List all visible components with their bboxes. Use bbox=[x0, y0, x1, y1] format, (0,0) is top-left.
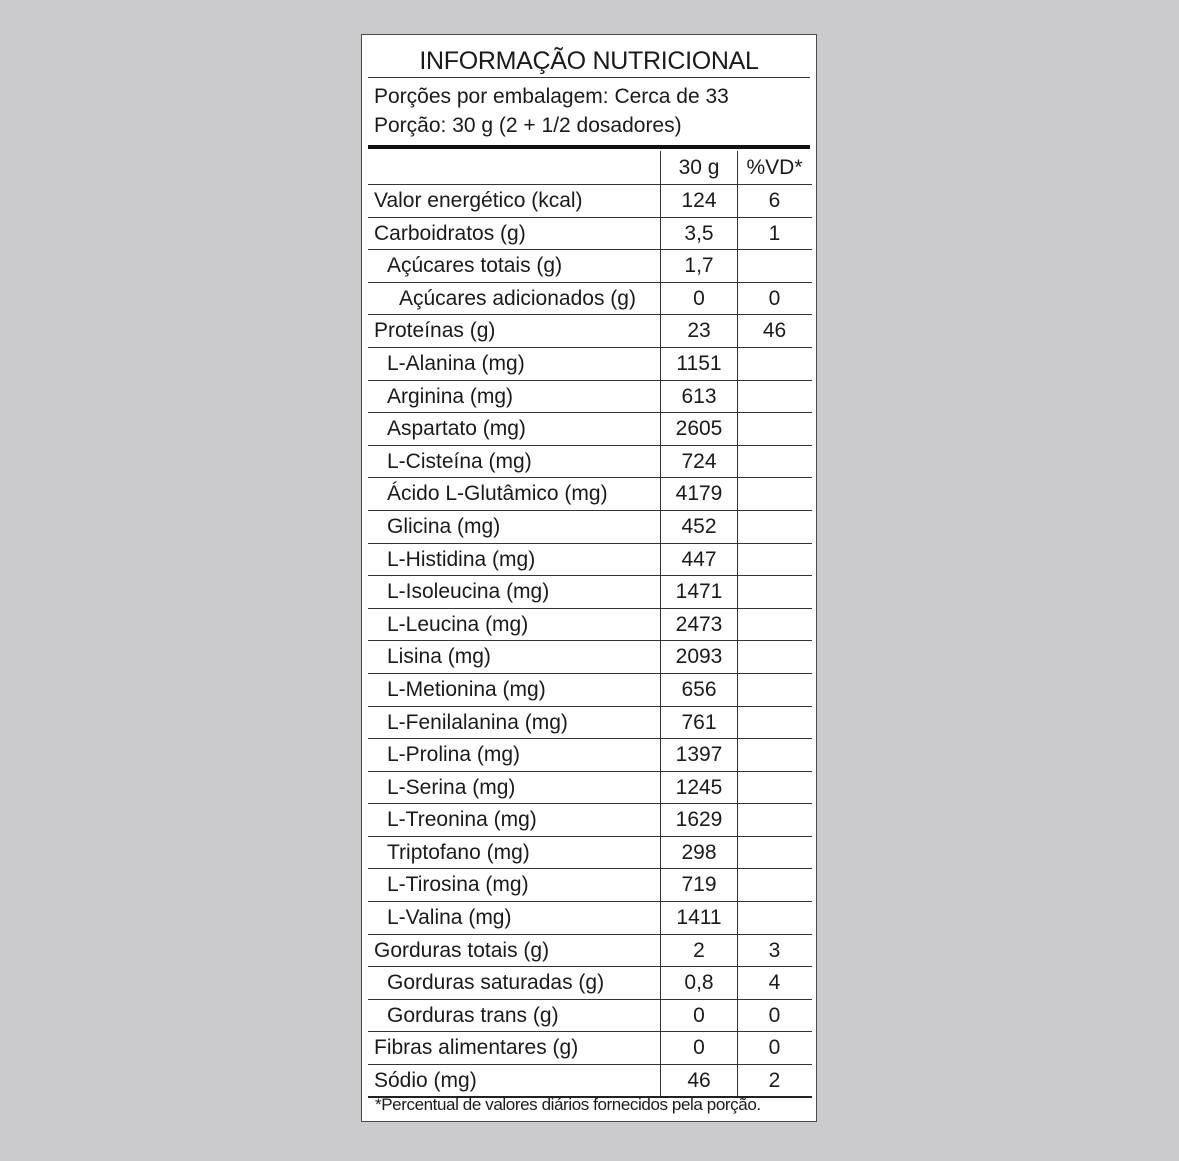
nutrient-amount: 298 bbox=[660, 837, 738, 869]
table-row bbox=[368, 837, 812, 870]
nutrient-name: L-Isoleucina (mg) bbox=[387, 580, 550, 604]
table-row bbox=[368, 1065, 812, 1098]
nutrient-amount: 124 bbox=[660, 185, 738, 217]
nutrient-amount: 2093 bbox=[660, 641, 738, 673]
nutrient-amount: 2473 bbox=[660, 609, 738, 641]
nutrient-amount: 761 bbox=[660, 707, 738, 739]
table-row bbox=[368, 967, 812, 1000]
nutrient-name: L-Histidina (mg) bbox=[387, 547, 536, 571]
nutrition-facts-panel bbox=[361, 34, 817, 1122]
table-row bbox=[368, 1032, 812, 1065]
nutrient-name: L-Valina (mg) bbox=[387, 906, 512, 930]
nutrient-daily-value bbox=[737, 544, 812, 576]
nutrient-name: L-Leucina (mg) bbox=[387, 612, 529, 636]
nutrient-daily-value: 46 bbox=[762, 319, 787, 343]
nutrient-daily-value: 4 bbox=[768, 971, 781, 995]
nutrient-daily-value: 0 bbox=[768, 286, 781, 310]
table-row bbox=[368, 772, 812, 805]
servings-per-package: Porções por embalagem: Cerca de 33 bbox=[374, 85, 729, 108]
nutrient-daily-value bbox=[737, 902, 812, 934]
nutrient-amount: 1411 bbox=[660, 902, 738, 934]
nutrient-daily-value bbox=[737, 641, 812, 673]
table-row bbox=[368, 804, 812, 837]
nutrient-daily-value bbox=[737, 576, 812, 608]
nutrient-name: Carboidratos (g) bbox=[374, 221, 526, 245]
nutrient-amount: 46 bbox=[660, 1065, 738, 1096]
nutrient-daily-value: 3 bbox=[768, 938, 781, 962]
portion-divider bbox=[368, 145, 810, 149]
label-title: INFORMAÇÃO NUTRICIONAL bbox=[419, 47, 759, 75]
nutrient-name: L-Alanina (mg) bbox=[387, 351, 525, 375]
nutrient-daily-value bbox=[737, 739, 812, 771]
nutrient-daily-value bbox=[737, 707, 812, 739]
header-daily-value: %VD* bbox=[746, 156, 803, 179]
table-row bbox=[368, 185, 812, 218]
nutrient-daily-value bbox=[737, 413, 812, 445]
nutrient-daily-value bbox=[737, 674, 812, 706]
table-row bbox=[368, 250, 812, 283]
nutrient-amount: 724 bbox=[660, 446, 738, 478]
nutrient-name: Ácido L-Glutâmico (mg) bbox=[387, 482, 608, 506]
nutrient-daily-value: 0 bbox=[768, 1036, 781, 1060]
nutrient-amount: 613 bbox=[660, 381, 738, 413]
nutrient-name: Gorduras saturadas (g) bbox=[387, 971, 605, 995]
table-row bbox=[368, 1000, 812, 1033]
nutrient-daily-value bbox=[737, 804, 812, 836]
nutrient-amount: 447 bbox=[660, 544, 738, 576]
table-row bbox=[368, 902, 812, 935]
nutrient-name: L-Prolina (mg) bbox=[387, 743, 521, 767]
nutrient-name: Arginina (mg) bbox=[387, 384, 514, 408]
table-header-row bbox=[368, 151, 812, 185]
nutrient-amount: 1471 bbox=[660, 576, 738, 608]
table-row bbox=[368, 315, 812, 348]
table-row bbox=[368, 641, 812, 674]
nutrient-name: Valor energético (kcal) bbox=[374, 189, 583, 212]
table-row bbox=[368, 511, 812, 544]
nutrient-amount: 0 bbox=[660, 1000, 738, 1032]
table-row bbox=[368, 478, 812, 511]
nutrient-name: Gorduras totais (g) bbox=[374, 938, 550, 962]
nutrient-daily-value bbox=[737, 869, 812, 901]
table-row bbox=[368, 739, 812, 772]
serving-size: Porção: 30 g (2 + 1/2 dosadores) bbox=[374, 114, 682, 137]
nutrient-name: L-Fenilalanina (mg) bbox=[387, 710, 568, 734]
nutrient-amount: 1397 bbox=[660, 739, 738, 771]
header-amount: 30 g bbox=[660, 151, 738, 184]
nutrient-amount: 4179 bbox=[660, 478, 738, 510]
nutrient-name: Triptofano (mg) bbox=[387, 840, 530, 864]
nutrient-amount: 0 bbox=[660, 283, 738, 315]
nutrient-amount: 719 bbox=[660, 869, 738, 901]
nutrient-name: L-Metionina (mg) bbox=[387, 677, 546, 701]
nutrient-name: Aspartato (mg) bbox=[387, 417, 526, 441]
table-row bbox=[368, 413, 812, 446]
table-body bbox=[368, 185, 812, 1098]
nutrient-daily-value bbox=[737, 772, 812, 804]
nutrient-amount: 2605 bbox=[660, 413, 738, 445]
table-row bbox=[368, 674, 812, 707]
table-row bbox=[368, 218, 812, 251]
nutrient-daily-value bbox=[737, 511, 812, 543]
nutrient-name: Proteínas (g) bbox=[374, 319, 496, 343]
nutrient-name: Sódio (mg) bbox=[374, 1069, 477, 1093]
nutrient-amount: 1245 bbox=[660, 772, 738, 804]
nutrient-name: L-Serina (mg) bbox=[387, 775, 516, 799]
nutrient-daily-value bbox=[737, 837, 812, 869]
nutrient-daily-value bbox=[737, 609, 812, 641]
title-divider bbox=[368, 77, 810, 78]
table-row bbox=[368, 446, 812, 479]
footnote: *Percentual de valores diários fornecidos pela porção. bbox=[375, 1095, 761, 1114]
nutrient-amount: 452 bbox=[660, 511, 738, 543]
table-row bbox=[368, 935, 812, 968]
table-row bbox=[368, 381, 812, 414]
nutrient-daily-value bbox=[737, 381, 812, 413]
nutrient-amount: 3,5 bbox=[660, 218, 738, 250]
nutrient-daily-value bbox=[737, 250, 812, 282]
nutrient-daily-value: 2 bbox=[768, 1069, 781, 1093]
nutrient-name: Glicina (mg) bbox=[387, 514, 501, 538]
nutrient-name: Açúcares totais (g) bbox=[387, 254, 563, 278]
nutrient-amount: 1,7 bbox=[660, 250, 738, 282]
table-row bbox=[368, 283, 812, 316]
nutrition-table bbox=[368, 151, 812, 1098]
nutrient-daily-value: 0 bbox=[768, 1003, 781, 1027]
nutrient-name: Açúcares adicionados (g) bbox=[399, 286, 636, 310]
nutrient-daily-value bbox=[737, 446, 812, 478]
nutrient-amount: 23 bbox=[660, 315, 738, 347]
nutrient-amount: 0 bbox=[660, 1032, 738, 1064]
table-row bbox=[368, 707, 812, 740]
nutrient-name: L-Treonina (mg) bbox=[387, 808, 537, 832]
table-row bbox=[368, 609, 812, 642]
nutrient-name: Gorduras trans (g) bbox=[387, 1003, 559, 1027]
nutrient-daily-value: 1 bbox=[768, 221, 781, 245]
nutrient-amount: 2 bbox=[660, 935, 738, 967]
nutrient-name: Lisina (mg) bbox=[387, 645, 491, 669]
nutrient-amount: 0,8 bbox=[660, 967, 738, 999]
nutrient-daily-value bbox=[737, 478, 812, 510]
nutrient-name: L-Tirosina (mg) bbox=[387, 873, 529, 897]
table-row bbox=[368, 348, 812, 381]
nutrient-amount: 1629 bbox=[660, 804, 738, 836]
table-row bbox=[368, 576, 812, 609]
nutrient-amount: 656 bbox=[660, 674, 738, 706]
nutrient-name: Fibras alimentares (g) bbox=[374, 1036, 579, 1060]
nutrient-amount: 1151 bbox=[660, 348, 738, 380]
table-row bbox=[368, 869, 812, 902]
nutrient-daily-value: 6 bbox=[768, 189, 781, 212]
table-row bbox=[368, 544, 812, 577]
nutrient-daily-value bbox=[737, 348, 812, 380]
nutrient-name: L-Cisteína (mg) bbox=[387, 449, 532, 473]
